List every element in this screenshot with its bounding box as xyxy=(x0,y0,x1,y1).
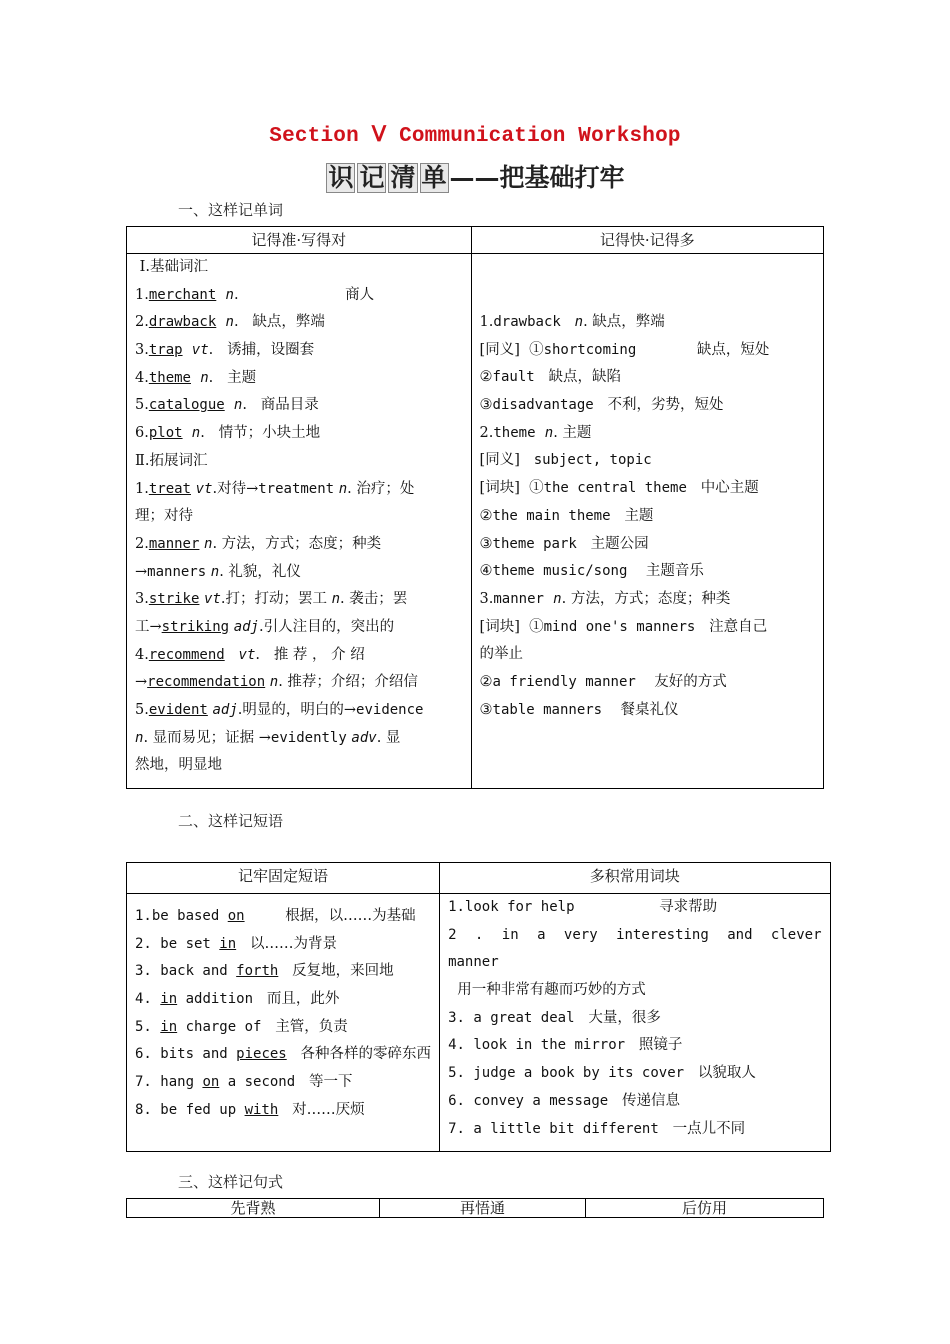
vocab-left-line: 5.evident adj.明显的，明白的→evidence xyxy=(135,702,424,718)
phrase-left-line: 3. back and forth 反复地，来回地 xyxy=(135,963,394,980)
vocab-left-line: 工→striking adj.引人注目的，突出的 xyxy=(135,618,395,635)
phrase-right-line: 7. a little bit different 一点儿不同 xyxy=(448,1120,746,1137)
phrase-right-line: 6. convey a message 传递信息 xyxy=(448,1092,681,1109)
subtitle-boxed-char: 单 xyxy=(421,163,447,192)
vocab-left-line: →manners n. 礼貌，礼仪 xyxy=(135,563,301,580)
vocab-right-line: ②fault 缺点，缺陷 xyxy=(479,369,622,386)
vocab-left-header: 记得准·写得对 xyxy=(127,227,472,254)
phrase-right-line: 用一种非常有趣而巧妙的方式 xyxy=(448,982,646,999)
vocab-right-line: ③table manners 餐桌礼仪 xyxy=(479,701,679,718)
vocab-right-line: [同义] ①shortcoming 缺点，短处 xyxy=(479,341,770,358)
subtitle-boxed-char: 清 xyxy=(390,163,416,192)
vocab-left-line: 2.drawback n. 缺点，弊端 xyxy=(135,314,325,331)
vocab-right-line: 的举止 xyxy=(479,646,524,663)
vocab-left-line: 理；对待 xyxy=(135,508,193,525)
subtitle-boxed-char: 识 xyxy=(328,163,354,192)
vocab-right-line: [词块] ①mind one's manners 注意自己 xyxy=(479,618,768,635)
phrase-right-cell xyxy=(440,894,830,1152)
phrase-right-line: 2 . in a very interesting and clever xyxy=(448,926,822,943)
vocab-left-line: 3.strike vt.打；打动；罢工 n. 袭击；罢 xyxy=(135,591,408,608)
vocab-left-line: 4.recommend vt. 推 荐 ， 介 绍 xyxy=(135,646,365,663)
vocab-left-line: n. 显而易见；证据 →evidently adv. 显 xyxy=(135,729,401,746)
phrase-right-line: 1.look for help 寻求帮助 xyxy=(448,899,718,915)
vocab-left-line: Ⅱ.拓展词汇 xyxy=(135,452,208,469)
vocab-right-line: [同义] subject, topic xyxy=(479,452,652,469)
vocab-left-line: 3.trap vt. 诱捕，设圈套 xyxy=(135,342,315,359)
vocab-left-line: →recommendation n. 推荐；介绍；介绍信 xyxy=(135,674,418,691)
section1-heading: 一、这样记单词 xyxy=(178,201,284,219)
vocab-left-line: 4.theme n. 主题 xyxy=(135,369,257,386)
phrase-right-line: 4. look in the mirror 照镜子 xyxy=(448,1037,683,1054)
vocab-right-line: ②a friendly manner 友好的方式 xyxy=(479,673,727,690)
vocab-right-line: ②the main theme 主题 xyxy=(479,507,654,524)
vocab-left-line: Ⅰ.基础词汇 xyxy=(135,259,208,275)
sentence-header-memorize: 先背熟 xyxy=(127,1199,380,1218)
phrase-right-line: 3. a great deal 大量，很多 xyxy=(448,1009,661,1026)
vocab-left-cell xyxy=(127,254,472,789)
phrase-left-line: 2. be set in 以……为背景 xyxy=(135,935,337,952)
vocab-left-line: 1.treat vt.对待→treatment n. 治疗；处 xyxy=(135,480,415,497)
subtitle xyxy=(0,158,950,194)
phrase-right-line: 5. judge a book by its cover 以貌取人 xyxy=(448,1065,756,1082)
sentence-header-understand: 再悟通 xyxy=(380,1199,586,1218)
vocab-right-cell xyxy=(471,254,823,789)
document-title: Section Ⅴ Communication Workshop xyxy=(269,125,681,148)
phrase-left-cell xyxy=(127,894,440,1152)
subtitle-suffix: ——把基础打牢 xyxy=(449,163,625,192)
vocab-left-line: 1.merchant n. 商人 xyxy=(135,286,375,303)
sentence-header-imitate: 后仿用 xyxy=(586,1199,824,1218)
phrase-left-header: 记牢固定短语 xyxy=(127,863,440,894)
vocab-right-header: 记得快·记得多 xyxy=(471,227,823,254)
phrase-right-line: manner xyxy=(448,954,499,971)
vocab-left-line: 2.manner n. 方法，方式；态度；种类 xyxy=(135,535,382,552)
vocab-right-line: ③theme park 主题公园 xyxy=(479,535,649,552)
vocab-right-line: ③disadvantage 不利，劣势，短处 xyxy=(479,397,724,414)
phrase-left-line: 4. in addition 而且，此外 xyxy=(135,991,340,1008)
vocab-right-line: ④theme music/song 主题音乐 xyxy=(479,563,704,580)
section2-heading: 二、这样记短语 xyxy=(178,812,284,830)
phrase-left-line: 5. in charge of 主管，负责 xyxy=(135,1018,348,1035)
phrase-left-line: 7. hang on a second 等一下 xyxy=(135,1074,353,1091)
phrase-left-line: 8. be fed up with 对……厌烦 xyxy=(135,1101,365,1118)
subtitle-boxed-char: 记 xyxy=(359,163,385,192)
vocab-left-line: 然地，明显地 xyxy=(135,757,222,774)
vocab-right-line: 1.drawback n. 缺点，弊端 xyxy=(479,314,665,330)
vocab-right-line: 2.theme n. 主题 xyxy=(479,424,592,441)
phrase-left-line: 6. bits and pieces 各种各样的零碎东西 xyxy=(135,1046,432,1063)
section3-heading: 三、这样记句式 xyxy=(178,1173,284,1191)
vocab-left-line: 5.catalogue n. 商品目录 xyxy=(135,397,319,414)
phrase-right-header: 多积常用词块 xyxy=(440,863,830,894)
vocab-right-line: 3.manner n. 方法，方式；态度；种类 xyxy=(479,590,731,607)
vocab-right-line: [词块] ①the central theme 中心主题 xyxy=(479,480,759,497)
phrase-left-line: 1.be based on 根据，以……为基础 xyxy=(135,908,416,924)
vocabulary-table xyxy=(126,226,824,789)
phrase-table xyxy=(126,862,831,1152)
sentence-pattern-table xyxy=(126,1198,824,1218)
vocab-left-line: 6.plot n. 情节；小块土地 xyxy=(135,425,321,442)
